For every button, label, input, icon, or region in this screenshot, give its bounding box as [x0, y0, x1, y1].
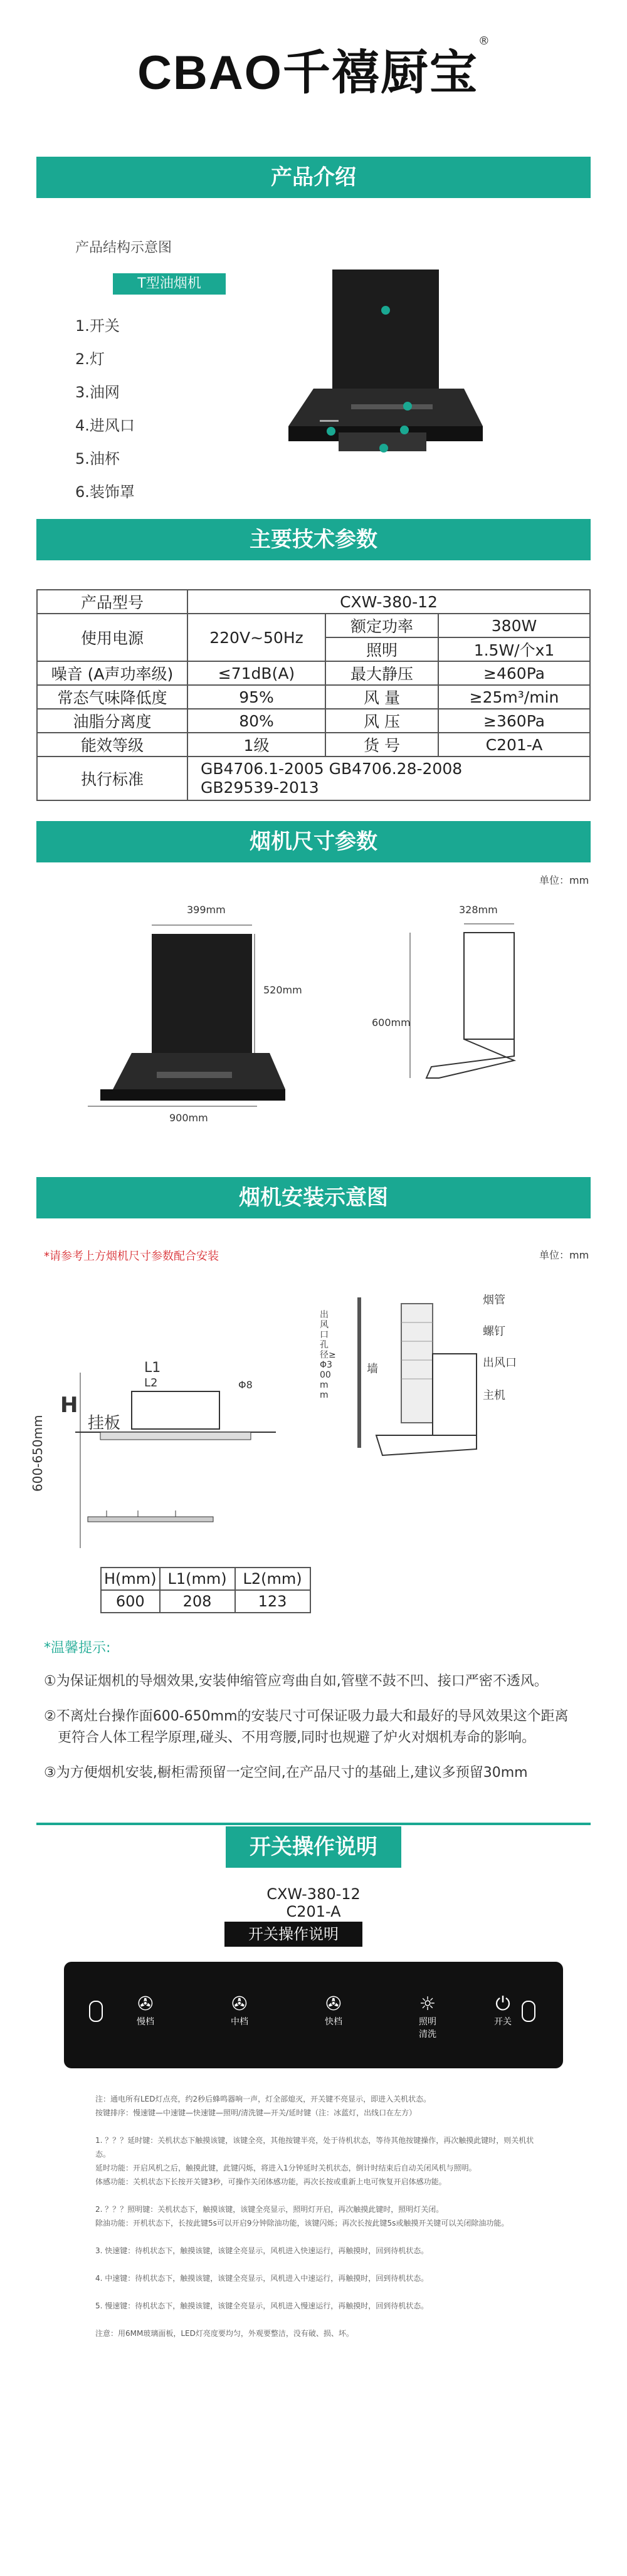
table-row — [101, 1590, 310, 1613]
instruction-line: 1. ？？？延时键：关机状态下触摸该键，该键全亮，其他按键半亮，处于待机状态，等待其他按键操作，再次触摸此键时，则关机状态。 — [95, 2136, 534, 2159]
button-label: 中档 — [231, 2017, 248, 2027]
instruction-line: 延时功能：开启风机之后，触摸此键，此键闪烁，将进入1分钟延时关机状态，倒计时结束后自动关闭风机与照明。 — [95, 2164, 477, 2172]
label-host: 主机 — [483, 1389, 505, 1402]
tip-item: ③为方便烟机安装,橱柜需预留一定空间,在产品尺寸的基础上,建议多预留30mm — [44, 1765, 528, 1781]
section-banner-dimensions — [36, 821, 591, 862]
power-icon: ⏻ — [495, 1993, 510, 2015]
spec-key: 风 压 — [325, 709, 438, 733]
spec-key: 油脂分离度 — [37, 709, 187, 733]
spec-value — [187, 757, 590, 800]
label-screw: 螺钉 — [483, 1325, 505, 1338]
range-hood-illustration — [263, 263, 577, 470]
spec-value: ≥460Pa — [438, 661, 590, 685]
fan-icon: ✇ — [325, 1993, 342, 2015]
instruction-line: 按键排序：慢速键—中速键—快速键—照明/清洗键—开关/延时键（注：冰蓝灯，出线口在左方） — [95, 2108, 417, 2117]
table-row — [37, 733, 590, 757]
button-label: 照明 清洗 — [419, 2017, 436, 2039]
table-row — [37, 685, 590, 709]
unit-label: 单位：mm — [539, 874, 589, 886]
panel-indicator-icon — [89, 2001, 103, 2022]
spec-key: 使用电源 — [37, 614, 187, 661]
label-H: H — [60, 1393, 78, 1418]
dim-side-height: 600mm — [372, 1017, 411, 1029]
table-row — [101, 1568, 310, 1590]
logo-reg-mark: ® — [478, 34, 490, 48]
table-header: L2(mm) — [235, 1568, 310, 1590]
spec-key: 风 量 — [325, 685, 438, 709]
fan-icon: ✇ — [231, 1993, 248, 2015]
spec-value: C201-A — [438, 733, 590, 757]
spec-value: ≥360Pa — [438, 709, 590, 733]
tips-title: *温馨提示: — [44, 1640, 111, 1656]
button-label: 慢档 — [137, 2017, 154, 2027]
spec-value: CXW-380-12 — [187, 590, 590, 614]
spec-value: 1.5W/个x1 — [438, 637, 590, 661]
light-icon: ☼ — [419, 1993, 436, 2015]
label-phi: Φ8 — [238, 1379, 253, 1391]
instructions — [95, 2092, 547, 2340]
dim-side-depth: 328mm — [459, 904, 498, 916]
table-cell: 208 — [160, 1590, 235, 1613]
table-cell: 600 — [101, 1590, 160, 1613]
section-title-specs: 主要技术参数 — [250, 527, 377, 552]
button-label: 快档 — [325, 2017, 342, 2027]
part-item: 2.灯 — [75, 350, 105, 368]
part-item: 3.油网 — [75, 384, 120, 401]
spec-standard-line: GB29539-2013 — [201, 778, 319, 797]
part-item: 5.油杯 — [75, 450, 120, 468]
spec-key: 最大静压 — [325, 661, 438, 685]
section-title-dimensions: 烟机尺寸参数 — [250, 829, 377, 854]
section-title-install: 烟机安装示意图 — [239, 1185, 388, 1210]
model-tag: T型油烟机 — [113, 273, 226, 295]
spec-value: ≥25m³/min — [438, 685, 590, 709]
label-wall: 墙 — [367, 1363, 378, 1376]
tip-item: 更符合人体工程学原理,碰头、不用弯腰,同时也规避了炉火对烟机寿命的影响。 — [58, 1730, 535, 1746]
spec-value: 380W — [438, 614, 590, 637]
instruction-line: 体感功能：关机状态下长按开关键3秒，可操作关闭体感功能，再次长按或重新上电可恢复开启体感功能。 — [95, 2177, 446, 2186]
dim-top-width: 399mm — [187, 904, 226, 916]
tip-item: ②不离灶台操作面600-650mm的安装尺寸可保证吸力最大和最好的导风效果这个距离 — [44, 1709, 569, 1724]
instruction-line: 3. 快速键：待机状态下，触摸该键，该键全亮显示，风机进入快速运行，再触摸时，回到待机状态。 — [95, 2246, 429, 2255]
spec-value: 1级 — [187, 733, 325, 757]
label-range: 600-650mm — [30, 1415, 45, 1492]
spec-value: ≤71dB(A) — [187, 661, 325, 685]
parts-list — [75, 313, 135, 501]
spec-key: 噪音 (A声功率级) — [37, 661, 187, 685]
side-view-diagram — [401, 921, 539, 1084]
spec-value: 95% — [187, 685, 325, 709]
table-row — [37, 590, 590, 614]
section-divider — [36, 1823, 591, 1825]
section-banner-intro — [36, 157, 591, 198]
instruction-line: 4. 中速键：待机状态下，触摸该键，该键全亮显示，风机进入中速运行，再触摸时，回到待机状态。 — [95, 2274, 429, 2283]
instruction-line: 除油功能：开机状态下，长按此键5s可以开启9分钟除油功能，该键闪烁；再次长按此键5s或触摸开关键可以关闭除油功能。 — [95, 2219, 509, 2228]
label-hang-plate: 挂板 — [88, 1414, 121, 1433]
spec-key: 照明 — [325, 637, 438, 661]
section-title-switch: 开关操作说明 — [250, 1835, 377, 1860]
tips-list — [44, 1671, 596, 1784]
section-banner-switch — [226, 1826, 401, 1868]
spec-value: 80% — [187, 709, 325, 733]
label-outlet: 出风口 — [483, 1356, 517, 1369]
switch-subtitle: 开关操作说明 — [224, 1922, 362, 1947]
instruction-line: 注意：用6MM玻璃面板，LED灯亮度要均匀，外观要整洁，没有破、损、坏。 — [95, 2329, 354, 2338]
power-button[interactable] — [484, 1993, 522, 2028]
light-clean-button[interactable] — [409, 1993, 446, 2040]
part-item: 1.开关 — [75, 317, 120, 335]
spec-value: 220V~50Hz — [187, 614, 325, 661]
fast-speed-button[interactable] — [315, 1993, 352, 2028]
label-hole: 出风口孔径≥Φ300mm — [320, 1310, 336, 1400]
table-row — [37, 661, 590, 685]
spec-key: 额定功率 — [325, 614, 438, 637]
table-row — [37, 709, 590, 733]
panel-indicator-icon — [522, 2001, 535, 2022]
table-header: H(mm) — [101, 1568, 160, 1590]
medium-speed-button[interactable] — [221, 1993, 258, 2028]
instruction-line: 注：通电所有LED灯点亮，约2秒后蜂鸣器响一声，灯全部熄灭，开关键不亮显示，即进入关机状态。 — [95, 2095, 431, 2103]
control-panel — [64, 1962, 563, 2068]
section-title-intro: 产品介绍 — [271, 165, 356, 190]
spec-key: 能效等级 — [37, 733, 187, 757]
install-side-diagram — [339, 1285, 552, 1473]
section-banner-install — [36, 1177, 591, 1218]
spec-key: 货 号 — [325, 733, 438, 757]
install-note: *请参考上方烟机尺寸参数配合安装 — [44, 1250, 219, 1263]
button-label: 开关 — [494, 2017, 512, 2027]
label-L2: L2 — [144, 1376, 158, 1390]
part-item: 6.装饰罩 — [75, 483, 135, 501]
section-banner-specs — [36, 519, 591, 560]
diagram-title: 产品结构示意图 — [75, 240, 172, 256]
switch-model: CXW-380-12 — [266, 1885, 361, 1903]
spec-key: 常态气味降低度 — [37, 685, 187, 709]
table-header: L1(mm) — [160, 1568, 235, 1590]
label-vent-pipe: 烟管 — [483, 1294, 505, 1307]
spec-standard-line: GB4706.1-2005 GB4706.28-2008 — [201, 760, 463, 778]
spec-key: 执行标准 — [37, 757, 187, 800]
switch-code: C201-A — [286, 1903, 341, 1920]
dim-total-width: 900mm — [169, 1112, 208, 1124]
front-view-diagram — [75, 921, 288, 1109]
label-L1: L1 — [144, 1360, 161, 1376]
brand-logo — [0, 34, 627, 103]
install-table — [100, 1567, 311, 1613]
table-row — [37, 614, 590, 637]
part-item: 4.进风口 — [75, 417, 135, 434]
table-cell: 123 — [235, 1590, 310, 1613]
instruction-line: 5. 慢速键：待机状态下，触摸该键，该键全亮显示，风机进入慢速运行，再触摸时，回到待机状态。 — [95, 2301, 429, 2310]
install-front-diagram — [63, 1354, 288, 1561]
spec-key: 产品型号 — [37, 590, 187, 614]
table-row — [37, 757, 590, 800]
dim-height: 520mm — [263, 984, 302, 996]
slow-speed-button[interactable] — [127, 1993, 164, 2028]
tip-item: ①为保证烟机的导烟效果,安装伸缩管应弯曲自如,管壁不鼓不凹、接口严密不透风。 — [44, 1673, 548, 1689]
install-unit: 单位：mm — [539, 1249, 589, 1261]
fan-icon: ✇ — [137, 1993, 154, 2015]
logo-text: CBAO千禧厨宝 — [137, 46, 478, 100]
spec-table — [36, 589, 591, 801]
instruction-line: 2. ？？？照明键：关机状态下，触摸该键，该键全亮显示，照明灯开启，再次触摸此键时，照明灯关闭。 — [95, 2205, 444, 2214]
